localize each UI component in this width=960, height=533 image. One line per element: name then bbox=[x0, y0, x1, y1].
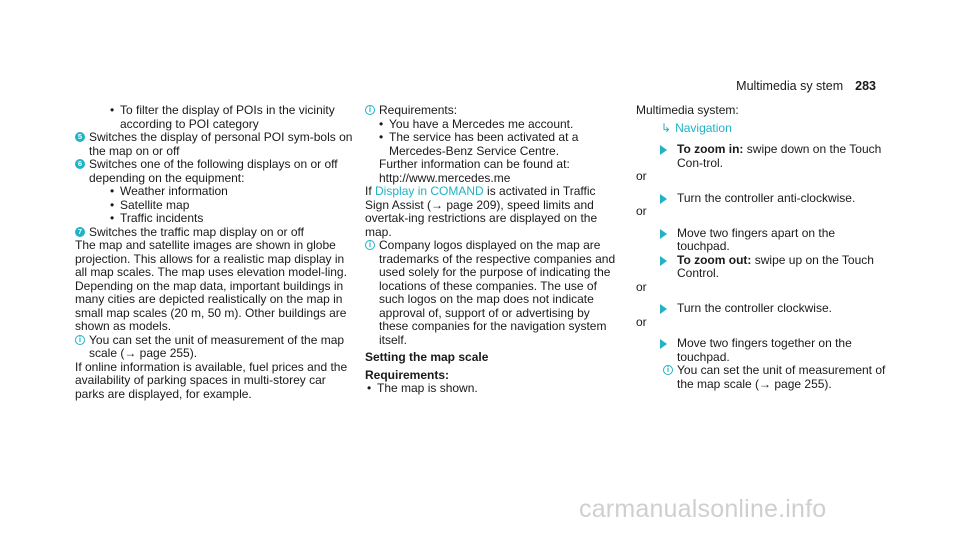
action-fingers-together bbox=[636, 337, 886, 364]
multimedia-system-intro: Multimedia system: bbox=[636, 103, 739, 117]
info-icon: i bbox=[75, 335, 85, 345]
zoom-in-label: To zoom in: bbox=[677, 142, 744, 156]
bullet-poi-filter: • To filter the display of POIs in the vicinity according to POI category bbox=[75, 104, 355, 131]
sub-bullet-weather: • Weather information bbox=[75, 185, 355, 199]
or-1: or bbox=[636, 169, 647, 183]
action-clockwise bbox=[636, 302, 886, 316]
or-2: or bbox=[636, 204, 647, 218]
action-arrow-icon bbox=[660, 339, 667, 349]
note-unit-right bbox=[663, 364, 886, 391]
item-6 bbox=[75, 158, 355, 185]
info-icon: i bbox=[365, 240, 375, 250]
action-zoom-out bbox=[636, 254, 886, 281]
note-unit-right-text: You can set the unit of measurement of the map scale (→ page 255). bbox=[677, 363, 886, 391]
navigation-link[interactable]: Navigation bbox=[675, 120, 732, 135]
further-info: Further information can be found at: http://www.mercedes.me bbox=[379, 157, 570, 185]
item-6-text: Switches one of the following displays on or off depending on the equipment: bbox=[89, 157, 338, 185]
action-arrow-icon bbox=[660, 256, 667, 266]
section-heading-map-scale: Setting the map scale bbox=[365, 350, 489, 364]
zoom-out-label: To zoom out: bbox=[677, 252, 752, 267]
paragraph-globe-projection: The map and satellite images are shown in globe projection. This allows for a realistic map display in all map scales. The map uses elevation model-ling. bbox=[75, 238, 347, 279]
action-clockwise-text: Turn the controller clockwise. bbox=[677, 301, 832, 315]
nav-arrow-icon: ↳ bbox=[661, 120, 672, 135]
column-right bbox=[636, 104, 886, 391]
page-header bbox=[736, 80, 876, 94]
action-fingers-apart bbox=[636, 227, 886, 254]
zoom-out-text: swipe up on the Touch Control. bbox=[677, 252, 874, 280]
sub-bullet-satellite: • Satellite map bbox=[75, 199, 355, 213]
item-5 bbox=[75, 131, 355, 158]
info-icon: i bbox=[365, 105, 375, 115]
or-3: or bbox=[636, 279, 647, 294]
item-5-text: Switches the display of personal POI sym-bols on the map on or off bbox=[89, 130, 353, 158]
watermark: carmanualsonline.info bbox=[579, 495, 827, 523]
requirements-note bbox=[365, 104, 620, 118]
req-bullet-service: • The service has been activated at a Mercedes-Benz Service Centre. bbox=[377, 131, 620, 158]
action-arrow-icon bbox=[660, 304, 667, 314]
action-fingers-apart-text: Move two fingers apart on the touchpad. bbox=[677, 225, 836, 253]
if-suffix: is activated in Traffic Sign Assist (→ page 209), speed limits and overtak-ing restrictions are displayed on the map. bbox=[365, 184, 598, 239]
action-anticlockwise bbox=[636, 192, 886, 206]
sub-bullet-traffic: • Traffic incidents bbox=[75, 212, 355, 226]
number-badge-6: 6 bbox=[75, 159, 85, 169]
action-fingers-together-text: Move two fingers together on the touchpad. bbox=[677, 336, 852, 364]
column-left bbox=[75, 104, 355, 401]
action-zoom-in bbox=[636, 143, 886, 170]
note-company-logos-text: Company logos displayed on the map are trademarks of the respective companies and used solely for the purpose of indicating the locations of these companies. The use of such logos on the map does not indicate approval of, support of or advertising by these companies for the navigation system itself. bbox=[379, 238, 616, 347]
number-badge-5: 5 bbox=[75, 132, 85, 142]
info-icon: i bbox=[663, 365, 673, 375]
note-unit-text: You can set the unit of measurement of the map scale (→ page 255). bbox=[89, 332, 345, 360]
req-bullet-map-shown: • The map is shown. bbox=[365, 382, 620, 396]
item-7-text: Switches the traffic map display on or off bbox=[89, 224, 304, 239]
action-arrow-icon bbox=[660, 194, 667, 204]
action-anticlockwise-text: Turn the controller anti-clockwise. bbox=[677, 190, 856, 205]
or-4: or bbox=[636, 314, 647, 329]
requirements-label: Requirements: bbox=[379, 103, 458, 117]
note-unit bbox=[75, 334, 355, 361]
if-prefix: If bbox=[365, 184, 376, 198]
paragraph-traffic-sign bbox=[365, 185, 620, 239]
paragraph-buildings: Depending on the map data, important buildings in many cities are depicted realistically on the map in small map scales (20 m, 50 m). Other buildings are shown as models. bbox=[75, 278, 347, 333]
action-arrow-icon bbox=[660, 145, 667, 155]
requirements-heading: Requirements: bbox=[365, 367, 450, 382]
page-number: 283 bbox=[855, 79, 876, 93]
column-middle bbox=[365, 104, 620, 396]
paragraph-online-info: If online information is available, fuel prices and the availability of parking spaces in multi-storey car parks are displayed, for example. bbox=[75, 359, 348, 401]
action-arrow-icon bbox=[660, 229, 667, 239]
nav-path bbox=[636, 122, 886, 136]
note-company-logos bbox=[365, 239, 620, 347]
zoom-in-text: swipe down on the Touch Con-trol. bbox=[677, 142, 882, 170]
display-in-comand-link[interactable]: Display in COMAND bbox=[375, 184, 484, 198]
number-badge-7: 7 bbox=[75, 227, 85, 237]
item-7 bbox=[75, 226, 355, 240]
req-bullet-account: • You have a Mercedes me account. bbox=[377, 118, 620, 132]
running-title: Multimedia sy stem bbox=[736, 79, 844, 93]
